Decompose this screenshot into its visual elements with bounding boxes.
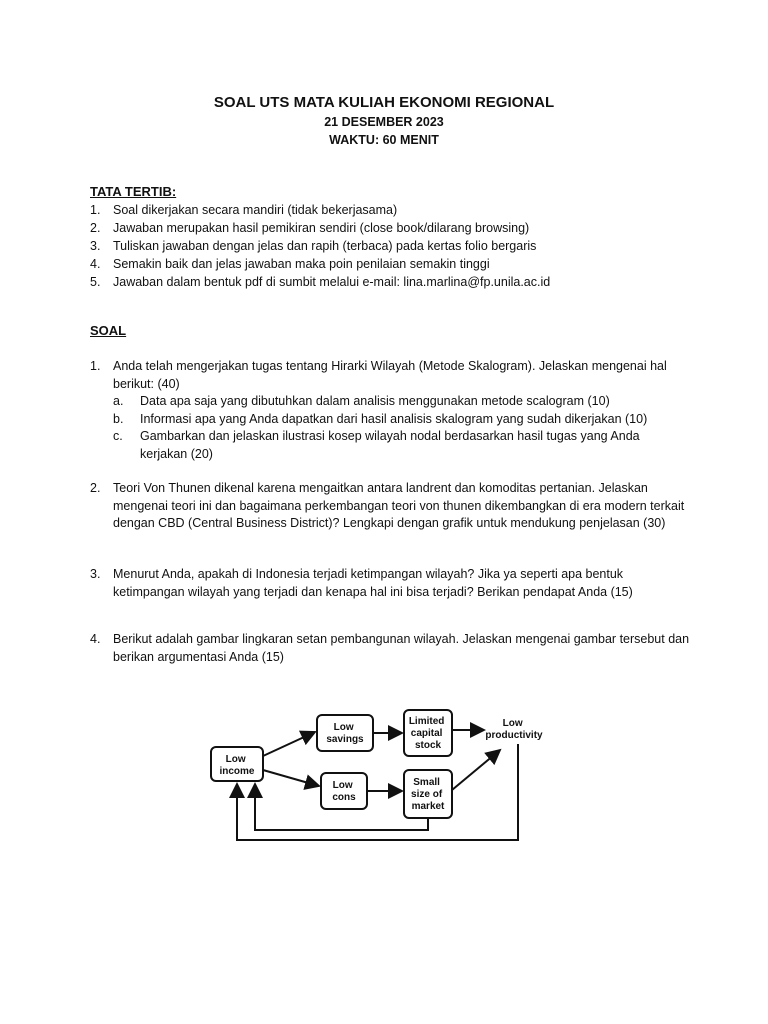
low-savings-box [317,715,373,751]
list-item [90,273,690,291]
question-number: 1. [90,359,101,373]
low-income-label: Low income [219,754,255,777]
list-item [90,219,690,237]
arrow-income-to-cons [263,770,319,786]
list-number: 2. [90,221,101,235]
question-number: 4. [90,632,101,646]
question-number: 3. [90,567,101,581]
list-number: 3. [90,239,101,253]
question-text: Teori Von Thunen dikenal karena mengaitkan antara landrent dan komoditas pertanian. Jelaskan mengenai teori ini dan bagaimana perkembangan teori von thunen dikembangkan di era modern terkait dengan CBD (Central Business District)? Lengkapi dengan grafik untuk mendukung penjelasan (30) [113,481,685,530]
question-4 [90,631,690,666]
sub-question-a [113,393,690,411]
soal-heading: SOAL [90,323,127,338]
sub-text: Data apa saja yang dibutuhkan dalam analisis menggunakan metode scalogram (10) [140,394,610,408]
list-number: 4. [90,257,101,271]
exam-title: SOAL UTS MATA KULIAH EKONOMI REGIONAL [213,94,555,111]
list-number: 1. [90,203,101,217]
sub-text: Informasi apa yang Anda dapatkan dari hasil analisis skalogram yang sudah dikerjakan (10) [140,411,648,426]
list-text: Tuliskan jawaban dengan jelas dan rapih (terbaca) pada kertas folio bergaris [113,239,537,253]
sub-question-b [113,411,690,429]
question-number: 2. [90,481,101,495]
list-text: Semakin baik dan jelas jawaban maka poin penilaian semakin tinggi [113,257,490,271]
list-number: 5. [90,275,101,289]
low-cons-box [321,773,367,809]
question-2 [90,480,690,533]
list-item [90,201,690,219]
question-text: Menurut Anda, apakah di Indonesia terjadi ketimpangan wilayah? Jika ya seperti apa bentuk ketimpangan wilayah yang terjadi dan kenapa hal ini bisa terjadi? Berikan pendapat Anda (15) [113,567,633,599]
arrow-income-to-savings [263,732,315,756]
low-savings-label: Low savings [326,722,364,745]
list-text: Jawaban merupakan hasil pemikiran sendiri (close book/dilarang browsing) [113,221,530,235]
question-text: Anda telah mengerjakan tugas tentang Hirarki Wilayah (Metode Skalogram). Jelaskan mengenai hal berikut: (40) [113,359,667,391]
sub-letter: a. [113,394,124,408]
question-3 [90,566,690,601]
question-1 [90,358,690,463]
sub-letter: b. [113,411,124,426]
low-productivity-label: Low productivity [485,718,543,741]
rules-list [90,201,690,291]
list-text: Jawaban dalam bentuk pdf di sumbit melalui e-mail: lina.marlina@fp.unila.ac.id [113,275,551,289]
exam-duration: WAKTU: 60 MENIT [329,133,439,147]
question-text: Berikut adalah gambar lingkaran setan pembangunan wilayah. Jelaskan mengenai gambar tersebut dan berikan argumentasi Anda (15) [113,632,690,664]
list-item [90,237,690,255]
rules-heading: TATA TERTIB: [90,184,177,199]
vicious-circle-diagram [200,700,560,860]
exam-date: 21 DESEMBER 2023 [324,115,444,129]
list-item [90,255,690,273]
small-market-label: Small size of market [411,777,445,812]
limited-capital-label: Limited capital stock [408,716,445,751]
sub-letter: c. [113,429,123,443]
sub-question-c [113,428,690,463]
low-cons-label: Low cons [332,780,356,803]
sub-text: Gambarkan dan jelaskan ilustrasi kosep wilayah nodal berdasarkan hasil tugas yang Anda kerjakan (20) [140,429,640,461]
exam-header [0,93,768,149]
list-text: Soal dikerjakan secara mandiri (tidak bekerjasama) [113,203,398,217]
arrow-market-to-productivity [452,750,500,790]
